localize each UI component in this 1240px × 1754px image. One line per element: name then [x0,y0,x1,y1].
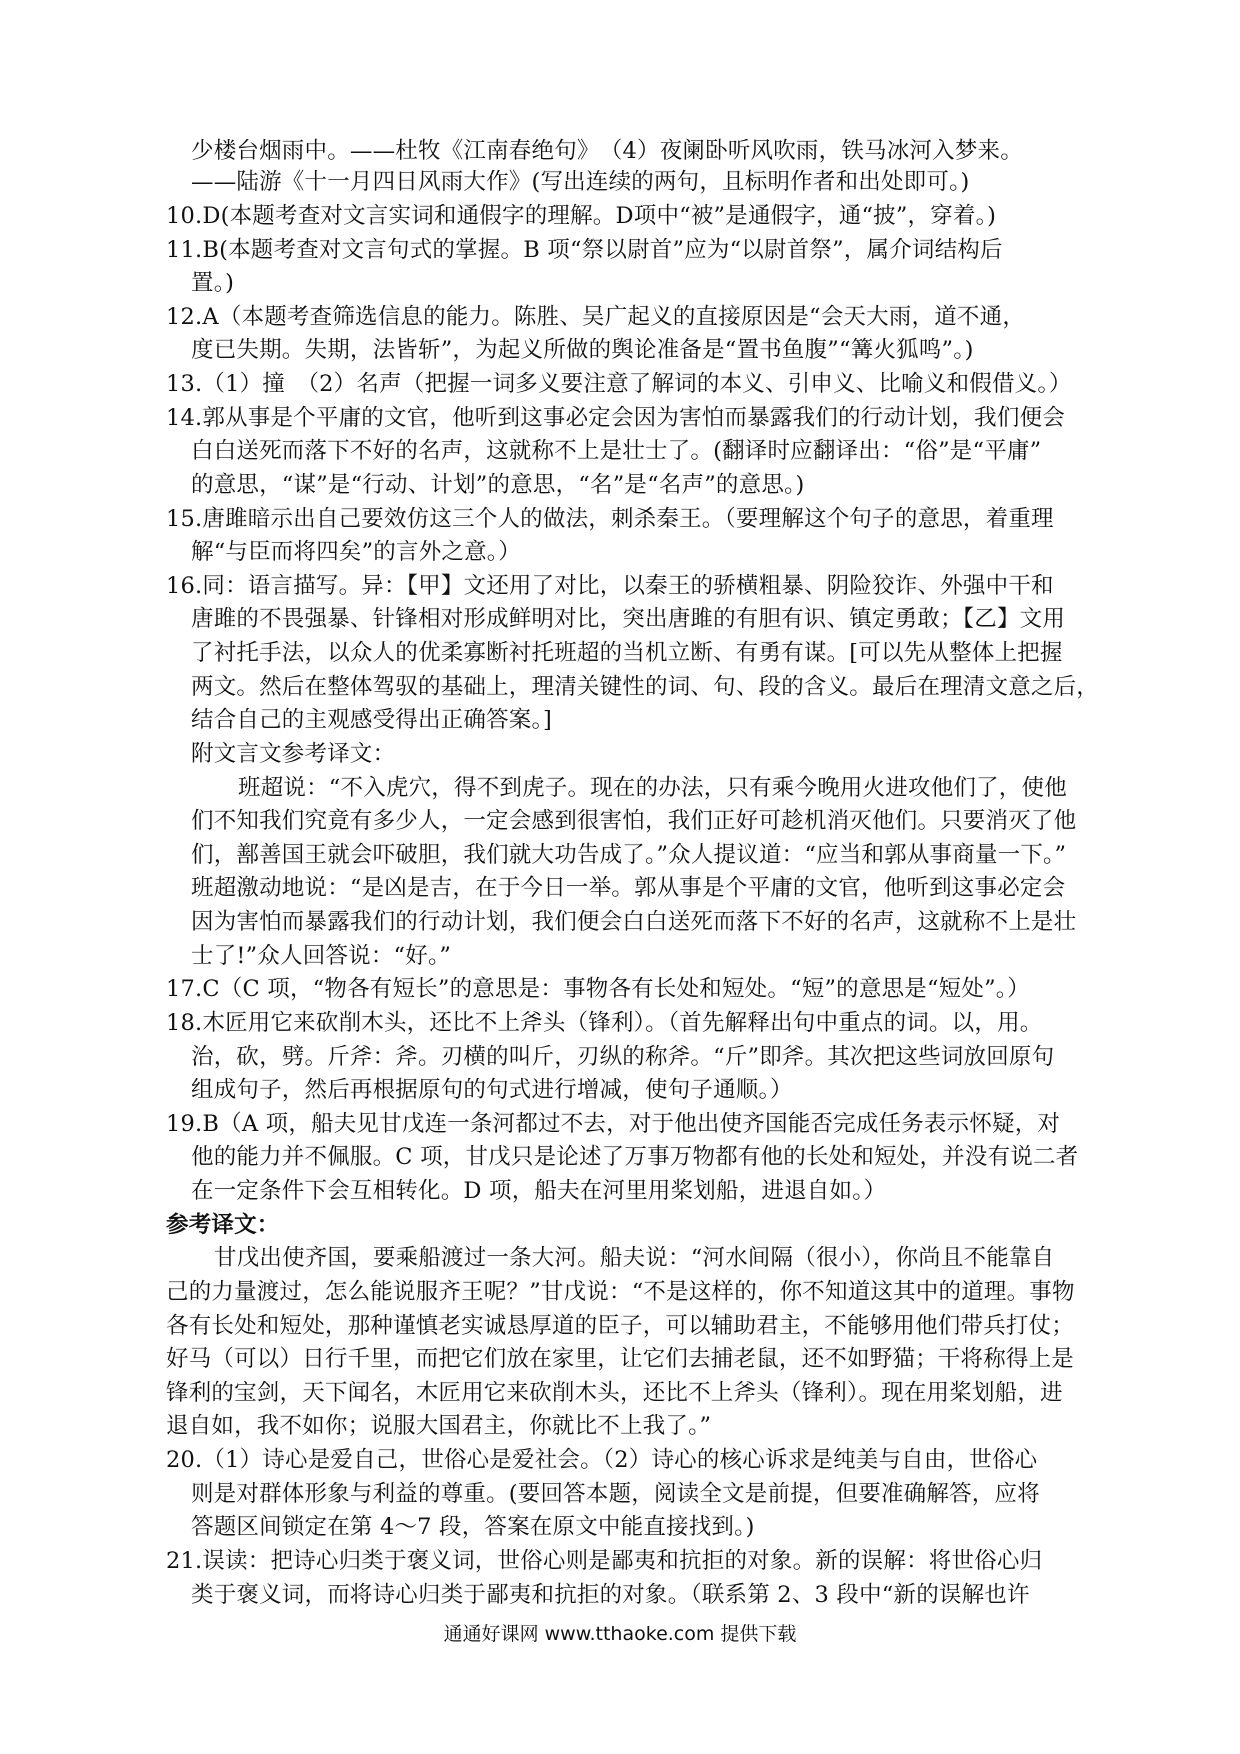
text-line: 班超激动地说：“是凶是吉，在于今日一举。郭从事是个平庸的文官，他听到这事必定会 [191,875,1066,901]
text-line: 组成句子，然后再根据原句的句式进行增减，使句子通顺。） [191,1077,793,1103]
text-line: 14.郭从事是个平庸的文官，他听到这事必定会因为害怕而暴露我们的行动计划，我们便会 [166,405,1065,431]
text-line: 白白送死而落下不好的名声，这就称不上是壮士了。(翻译时应翻译出：“俗”是“平庸” [191,438,1042,464]
text-line: 结合自己的主观感受得出正确答案。] [191,707,552,733]
text-line: 士了!”众人回答说：“好。” [191,943,452,969]
text-line: 20.（1）诗心是爱自己，世俗心是爱社会。（2）诗心的核心诉求是纯美与自由，世俗心 [166,1447,1038,1473]
text-line: 们，鄯善国王就会吓破胆，我们就大功告成了。”众人提议道：“应当和郭从事商量一下。” [191,842,1067,868]
text-line: 10.D(本题考查对文言实词和通假字的理解。D项中“被”是通假字，通“披”，穿着。) [166,203,997,229]
text-line: 17.C（C 项，“物各有短长”的意思是：事物各有长处和短处。“短”的意思是“短处”。） [166,976,1030,1002]
page-footer: 通通好课网 www.tthaoke.com 提供下载 [443,1623,797,1645]
text-line: 则是对群体形象与利益的尊重。(要回答本题，阅读全文是前提，但要准确解答，应将 [191,1481,1040,1507]
text-line: 唐雎的不畏强暴、针锋相对形成鲜明对比，突出唐雎的有胆有识、镇定勇敢；【乙】文用 [191,606,1066,632]
text-line: 少楼台烟雨中。——杜牧《江南春绝句》 （4）夜阑卧听风吹雨，铁马冰河入梦来。 [191,138,1023,164]
text-line: 因为害怕而暴露我们的行动计划，我们便会白白送死而落下不好的名声，这就称不上是壮 [191,909,1077,935]
text-line: 各有长处和短处，那种谨慎老实诚恳厚道的臣子，可以辅助君主，不能够用他们带兵打仗； [166,1313,1075,1339]
section-heading: 参考译文： [166,1212,280,1238]
text-line: 退自如，我不如你；说服大国君主，你就比不上我了。” [166,1413,712,1439]
text-line: 15.唐雎暗示出自己要效仿这三个人的做法，刺杀秦王。（要理解这个句子的意思，着重理 [166,506,1054,532]
text-line: 锋利的宝剑，天下闻名，木匠用它来砍削木头，还比不上斧头（锋利）。现在用桨划船，进 [166,1380,1063,1406]
text-line: 解“与臣而将四矣”的言外之意。） [191,539,521,565]
text-line: 甘戊出使齐国，要乘船渡过一条大河。船夫说：“河水间隔（很小），你尚且不能靠自 [214,1245,1055,1271]
text-line: 类于褒义词，而将诗心归类于鄙夷和抗拒的对象。（联系第 2、3 段中“新的误解也许 [191,1582,1030,1608]
text-line: 在一定条件下会互相转化。D 项，船夫在河里用桨划船，进退自如。） [191,1178,887,1204]
text-line: 班超说：“不入虎穴，得不到虎子。现在的办法，只有乘今晚用火进攻他们了，使他 [238,775,1067,801]
text-line: 答题区间锁定在第 4～7 段，答案在原文中能直接找到。) [191,1514,755,1540]
text-line: 了衬托手法，以众人的优柔寡断衬托班超的当机立断、有勇有谋。[可以先从整体上把握 [191,640,1063,666]
text-line: 16.同：语言描写。异：【甲】文还用了对比，以秦王的骄横粗暴、阴险狡诈、外强中干和 [166,573,1054,599]
text-line: ——陆游《十一月四日风雨大作》(写出连续的两句，且标明作者和出处即可。) [191,169,970,195]
text-line: 们不知我们究竟有多少人，一定会感到很害怕，我们正好可趁机消灭他们。只要消灭了他 [191,808,1077,834]
text-line: 度已失期。失期，法皆斩”，为起义所做的舆论准备是“置书鱼腹”“篝火狐鸣”。) [191,337,974,363]
text-line: 治，砍，劈。斤斧：斧。刃横的叫斤，刃纵的称斧。“斤”即斧。其次把这些词放回原句 [191,1044,1055,1070]
text-line: 的意思，“谋”是“行动、计划”的意思，“名”是“名声”的意思。) [191,472,805,498]
text-line: 两文。然后在整体驾驭的基础上，理清关键性的词、句、段的含义。最后在理清文意之后， [191,674,1100,700]
text-line: 12.A（本题考查筛选信息的能力。陈胜、吴广起义的直接原因是“会天大雨，道不通， [166,304,1026,330]
text-line: 附文言文参考译文： [191,741,396,767]
text-line: 18.木匠用它来砍削木头，还比不上斧头（锋利）。（首先解释出句中重点的词。以，用。 [166,1010,1043,1036]
text-line: 21.误读：把诗心归类于褒义词，世俗心则是鄙夷和抗拒的对象。新的误解：将世俗心归 [166,1548,1043,1574]
text-line: 己的力量渡过，怎么能说服齐王呢？”甘戊说：“不是这样的，你不知道这其中的道理。事物 [166,1279,1075,1305]
text-line: 13.（1）撞 （2）名声（把握一词多义要注意了解词的本义、引申义、比喻义和假借义。） [166,371,1072,397]
text-line: 置。) [191,270,235,296]
text-line: 11.B(本题考查对文言句式的掌握。B 项“祭以尉首”应为“以尉首祭”，属介词结构后 [166,237,1003,263]
text-line: 好马（可以）日行千里，而把它们放在家里，让它们去捕老鼠，还不如野猫；干将称得上是 [166,1346,1075,1372]
text-line: 他的能力并不佩服。C 项，甘戊只是论述了万事万物都有他的长处和短处，并没有说二者 [191,1144,1079,1170]
text-line: 19.B（A 项，船夫见甘戊连一条河都过不去，对于他出使齐国能否完成任务表示怀疑，对 [166,1111,1061,1137]
